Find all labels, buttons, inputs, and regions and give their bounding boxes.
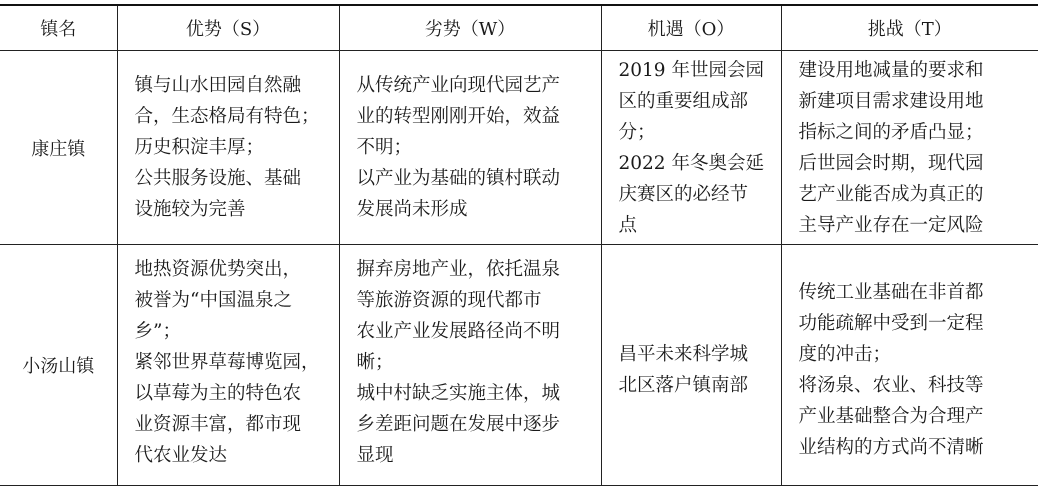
header-threats: 挑战（T）: [781, 5, 1038, 51]
weaknesses-cell: [339, 51, 601, 245]
weaknesses-text: 摒弃房地产业，依托温泉 等旅游资源的现代都市 农业产业发展路径尚不明 晰； 城中村缺乏实施主体，城 乡差距问题在发展中逐步 显现: [340, 245, 601, 471]
header-strengths: 优势（S）: [117, 5, 339, 51]
strengths-cell: [117, 51, 339, 245]
weaknesses-text: 从传统产业向现代园艺产 业的转型刚刚开始，效益 不明； 以产业为基础的镇村联动 发展尚未形成: [340, 70, 601, 225]
threats-text: 传统工业基础在非首都 功能疏解中受到一定程 度的冲击； 将汤泉、农业、科技等 产业基础整合为合理产 业结构的方式尚不清晰: [782, 268, 1038, 463]
town-name-cell: 康庄镇: [0, 51, 117, 245]
header-weaknesses: 劣势（W）: [339, 5, 601, 51]
opportunities-cell: [601, 51, 781, 245]
swot-table: [0, 4, 1038, 486]
opportunities-text: 2019 年世园会园 区的重要组成部 分； 2022 年冬奥会延 庆赛区的必经节 点: [602, 55, 781, 241]
header-town: 镇名: [0, 5, 117, 51]
threats-text: 建设用地减量的要求和 新建项目需求建设用地 指标之间的矛盾凸显； 后世园会时期，现代园 艺产业能否成为真正的 主导产业存在一定风险: [782, 55, 1038, 241]
opportunities-cell: [601, 245, 781, 486]
table-header-row: [0, 5, 1038, 51]
strengths-text: 镇与山水田园自然融 合，生态格局有特色； 历史积淀丰厚； 公共服务设施、基础 设施较为完善: [118, 70, 339, 225]
header-opportunities: 机遇（O）: [601, 5, 781, 51]
threats-cell: [781, 51, 1038, 245]
town-name-cell: 小汤山镇: [0, 245, 117, 486]
strengths-cell: [117, 245, 339, 486]
threats-cell: [781, 245, 1038, 486]
weaknesses-cell: [339, 245, 601, 486]
table-row: [0, 245, 1038, 486]
strengths-text: 地热资源优势突出， 被誉为“中国温泉之 乡”； 紧邻世界草莓博览园， 以草莓为主的特色农 业资源丰富，都市现 代农业发达: [118, 245, 339, 471]
opportunities-text: 昌平未来科学城 北区落户镇南部: [602, 330, 781, 401]
table-row: [0, 51, 1038, 245]
